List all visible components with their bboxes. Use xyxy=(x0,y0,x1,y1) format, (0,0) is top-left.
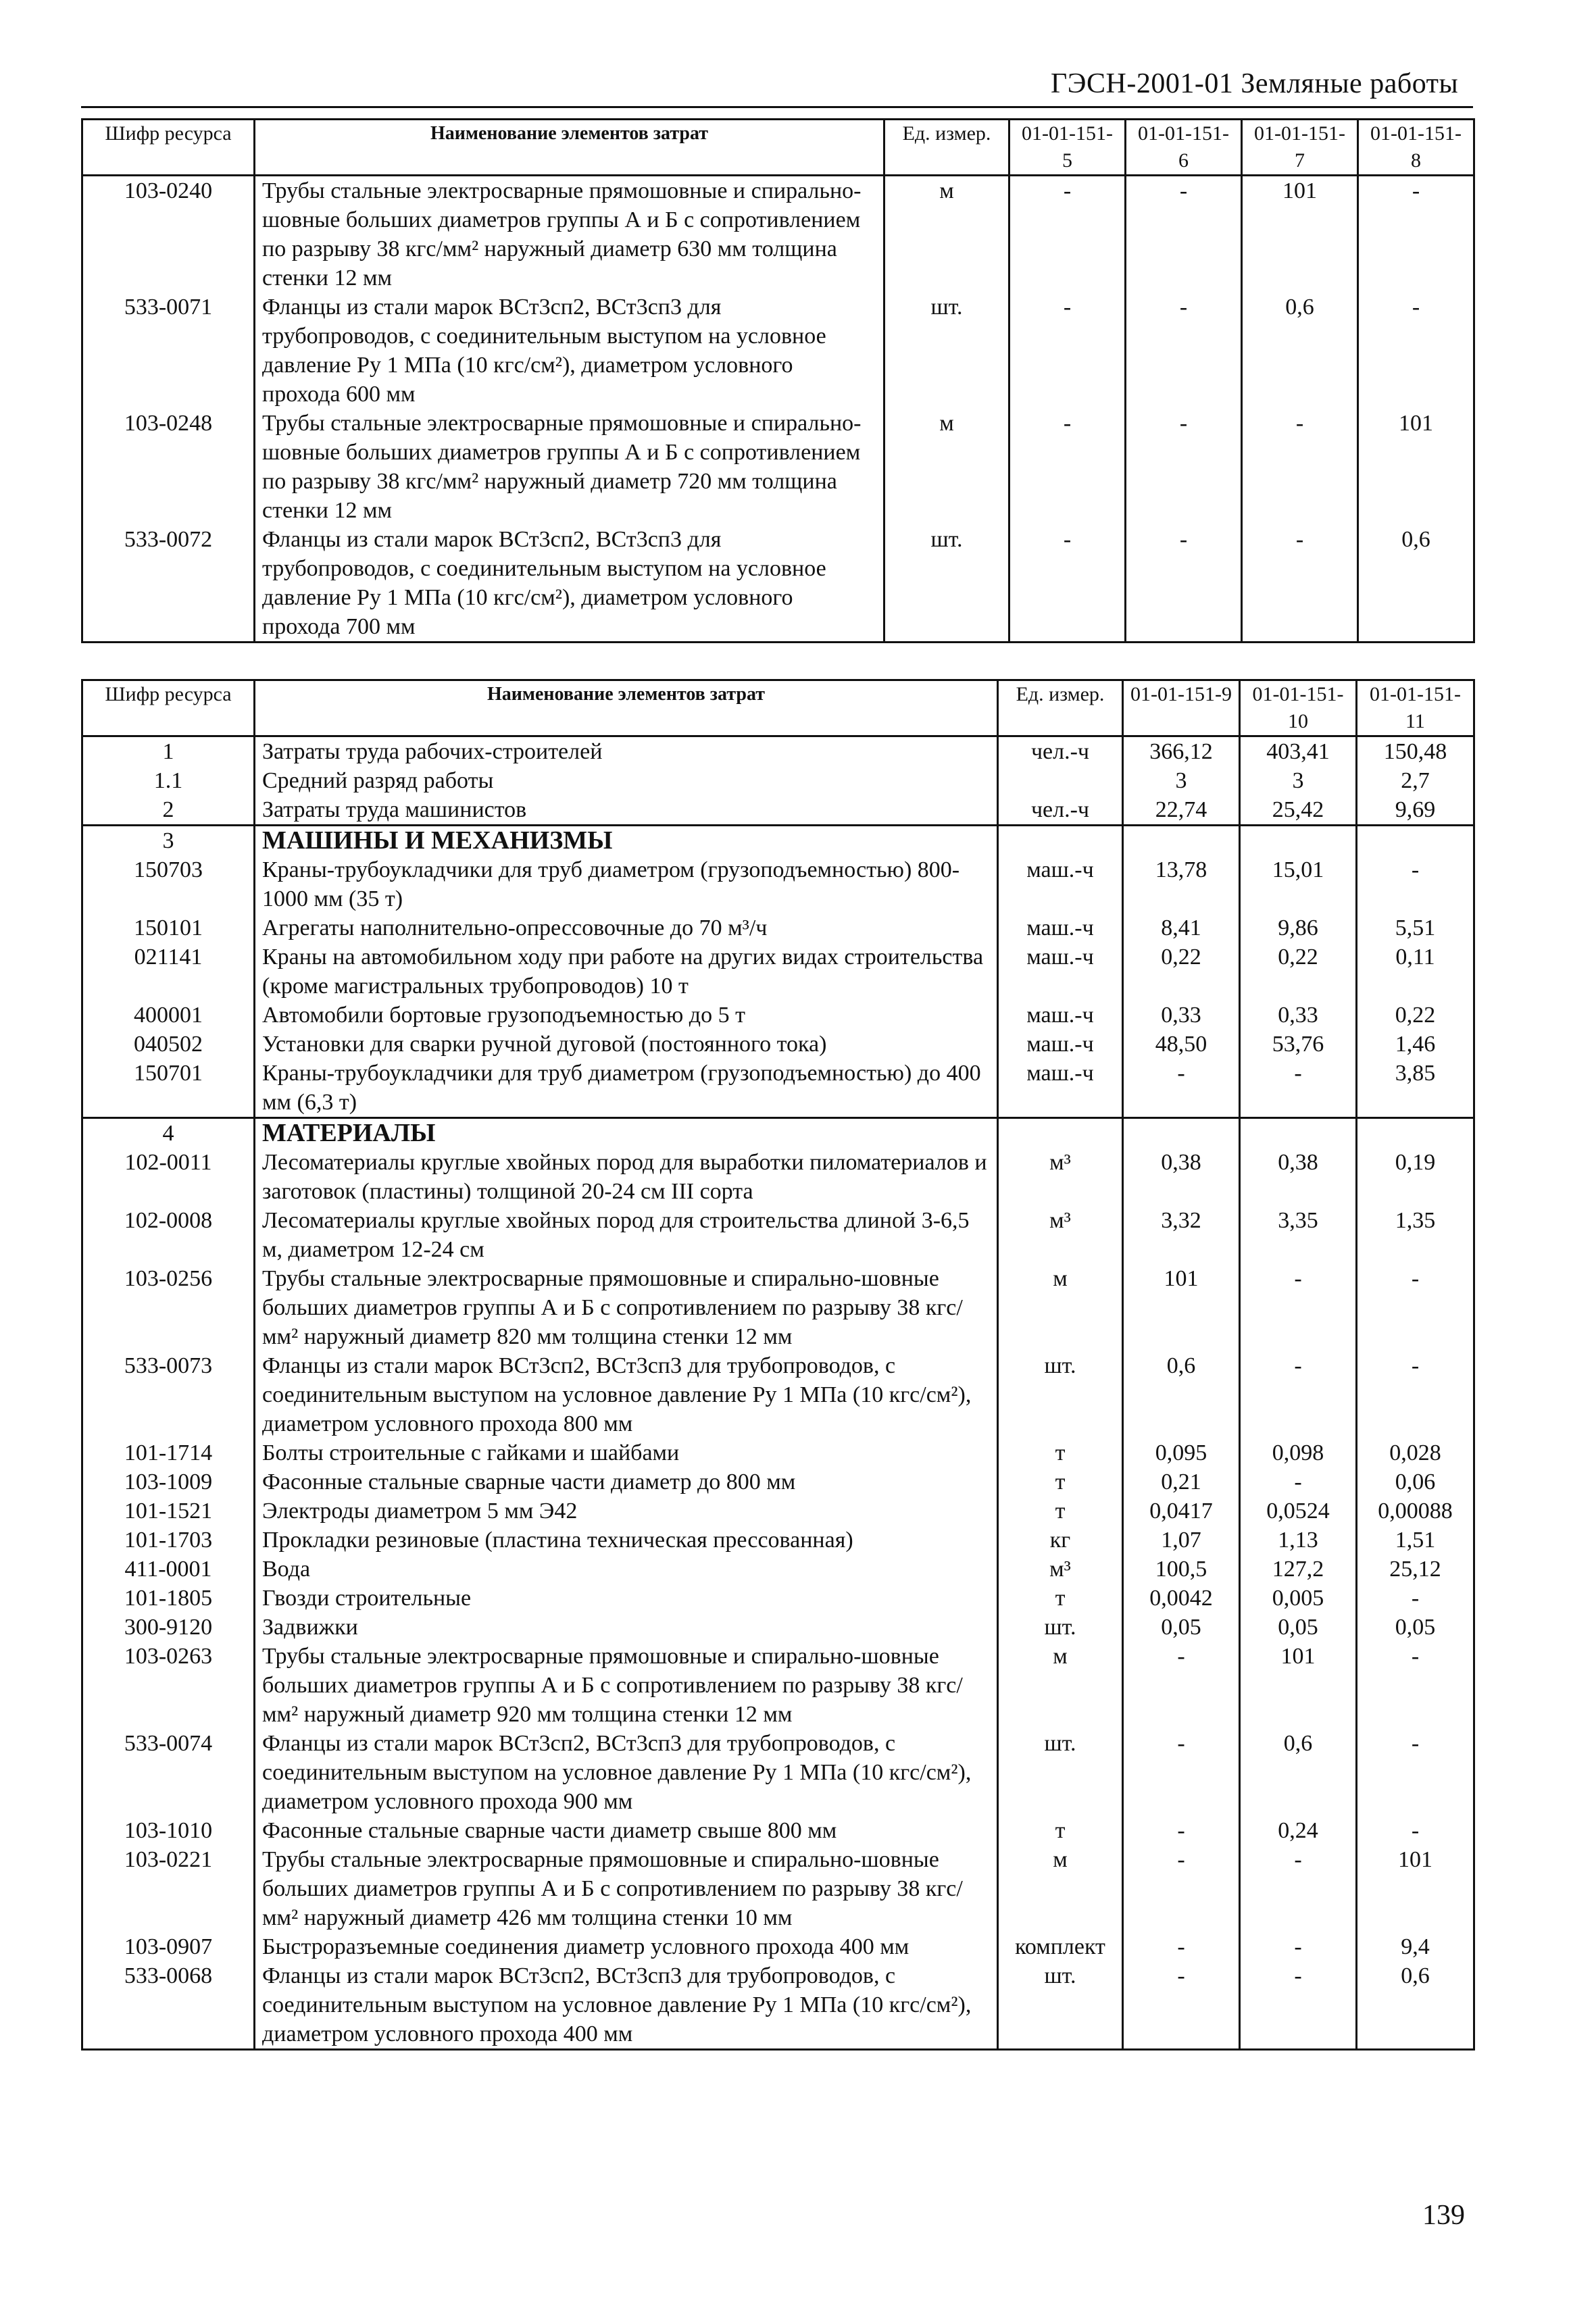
table-row xyxy=(82,1148,1474,1206)
value-cell: - xyxy=(1358,293,1474,409)
resource-code: 040502 xyxy=(82,1030,255,1059)
section-title: МАТЕРИАЛЫ xyxy=(255,1118,998,1149)
resource-code: 103-0907 xyxy=(82,1932,255,1961)
value-cell: 22,74 xyxy=(1123,795,1240,826)
value-cell: 0,22 xyxy=(1357,1001,1474,1030)
value-cell: 0,6 xyxy=(1242,293,1358,409)
section-row xyxy=(82,826,1474,856)
value-cell: 0,05 xyxy=(1123,1613,1240,1642)
resource-name: Фланцы из стали марок ВСт3сп2, ВСт3сп3 для трубопроводов, с соединительным выступом на условное давление Ру 1 МПа (10 кгс/см²), диаметром условного прохода 400 мм xyxy=(255,1961,998,2050)
unit-cell: т xyxy=(998,1584,1123,1613)
value-cell: 0,06 xyxy=(1357,1467,1474,1496)
resource-code: 102-0011 xyxy=(82,1148,255,1206)
unit-cell: м³ xyxy=(998,1148,1123,1206)
value-cell: 0,11 xyxy=(1357,942,1474,1001)
resource-name: Агрегаты наполнительно-опрессовочные до 70 м³/ч xyxy=(255,913,998,942)
table-row xyxy=(82,795,1474,826)
value-cell: 150,48 xyxy=(1357,736,1474,767)
value-cell: 3,85 xyxy=(1357,1059,1474,1118)
resource-code: 533-0073 xyxy=(82,1351,255,1438)
unit-cell: м³ xyxy=(998,1555,1123,1584)
col-header-norm: 01-01-151-8 xyxy=(1358,120,1474,176)
value-cell: - xyxy=(1009,176,1126,293)
resource-code: 300-9120 xyxy=(82,1613,255,1642)
value-cell: 101 xyxy=(1358,409,1474,525)
value-cell: - xyxy=(1242,525,1358,643)
resource-code: 2 xyxy=(82,795,255,826)
value-cell: 101 xyxy=(1123,1264,1240,1351)
unit-cell: маш.-ч xyxy=(998,1030,1123,1059)
table-row xyxy=(82,176,1474,293)
value-cell: - xyxy=(1123,1059,1240,1118)
value-cell xyxy=(1357,826,1474,856)
value-cell: 5,51 xyxy=(1357,913,1474,942)
value-cell: 0,33 xyxy=(1123,1001,1240,1030)
unit-cell: маш.-ч xyxy=(998,855,1123,913)
value-cell: - xyxy=(1009,293,1126,409)
value-cell: 0,19 xyxy=(1357,1148,1474,1206)
value-cell: 8,41 xyxy=(1123,913,1240,942)
value-cell: - xyxy=(1123,1961,1240,2050)
value-cell: - xyxy=(1123,1845,1240,1932)
value-cell: - xyxy=(1126,293,1242,409)
value-cell: - xyxy=(1357,855,1474,913)
resource-name: Фланцы из стали марок ВСт3сп2, ВСт3сп3 для трубопроводов, с соединительным выступом на условное давление Ру 1 МПа (10 кгс/см²), диаметром условного прохода 900 мм xyxy=(255,1729,998,1816)
value-cell: - xyxy=(1357,1816,1474,1845)
value-cell: - xyxy=(1126,525,1242,643)
table-row xyxy=(82,1264,1474,1351)
col-header-norm: 01-01-151-11 xyxy=(1357,680,1474,736)
resource-name: Лесоматериалы круглые хвойных пород для строительства длиной 3-6,5 м, диаметром 12-24 см xyxy=(255,1206,998,1264)
resource-code: 103-1009 xyxy=(82,1467,255,1496)
value-cell: 0,33 xyxy=(1240,1001,1357,1030)
resource-name: Трубы стальные электросварные прямошовные и спирально-шовные больших диаметров группы А и Б с сопротивлением по разрыву 38 кгс/мм² наружный диаметр 920 мм толщина стенки 12 мм xyxy=(255,1642,998,1729)
value-cell: 3 xyxy=(1240,766,1357,795)
table-row xyxy=(82,1206,1474,1264)
col-header-norm: 01-01-151-5 xyxy=(1009,120,1126,176)
resource-name: Средний разряд работы xyxy=(255,766,998,795)
value-cell: - xyxy=(1242,409,1358,525)
value-cell: 127,2 xyxy=(1240,1555,1357,1584)
table-row xyxy=(82,1961,1474,2050)
value-cell: 0,6 xyxy=(1240,1729,1357,1816)
col-header-norm: 01-01-151-10 xyxy=(1240,680,1357,736)
table-row xyxy=(82,1845,1474,1932)
table-row xyxy=(82,766,1474,795)
unit-cell: м xyxy=(884,409,1009,525)
value-cell: 0,00088 xyxy=(1357,1496,1474,1526)
col-header-norm: 01-01-151-9 xyxy=(1123,680,1240,736)
section-title: МАШИНЫ И МЕХАНИЗМЫ xyxy=(255,826,998,856)
unit-cell: маш.-ч xyxy=(998,1001,1123,1030)
value-cell: 3 xyxy=(1123,766,1240,795)
value-cell: 0,6 xyxy=(1123,1351,1240,1438)
table-row xyxy=(82,1729,1474,1816)
value-cell: - xyxy=(1123,1642,1240,1729)
resource-table-1 xyxy=(81,118,1475,643)
resource-name: Фланцы из стали марок ВСт3сп2, ВСт3сп3 для трубопроводов, с соединительным выступом на условное давление Ру 1 МПа (10 кгс/см²), диаметром условного прохода 800 мм xyxy=(255,1351,998,1438)
table-row xyxy=(82,1001,1474,1030)
value-cell: 25,12 xyxy=(1357,1555,1474,1584)
value-cell: 2,7 xyxy=(1357,766,1474,795)
unit-cell: м xyxy=(998,1845,1123,1932)
resource-name: Лесоматериалы круглые хвойных пород для выработки пиломатериалов и заготовок (пластины) толщиной 20-24 см III сорта xyxy=(255,1148,998,1206)
table-row xyxy=(82,913,1474,942)
value-cell: 1,46 xyxy=(1357,1030,1474,1059)
table-row xyxy=(82,1351,1474,1438)
resource-name: Затраты труда рабочих-строителей xyxy=(255,736,998,767)
value-cell: 0,05 xyxy=(1240,1613,1357,1642)
resource-name: Вода xyxy=(255,1555,998,1584)
resource-code: 101-1805 xyxy=(82,1584,255,1613)
unit-cell: шт. xyxy=(884,525,1009,643)
unit-cell xyxy=(998,1118,1123,1149)
table-row xyxy=(82,525,1474,643)
value-cell: - xyxy=(1009,525,1126,643)
resource-code: 533-0068 xyxy=(82,1961,255,2050)
unit-cell: чел.-ч xyxy=(998,795,1123,826)
value-cell: 3,32 xyxy=(1123,1206,1240,1264)
value-cell: - xyxy=(1358,176,1474,293)
resource-code: 103-0240 xyxy=(82,176,255,293)
unit-cell: т xyxy=(998,1496,1123,1526)
value-cell: 0,22 xyxy=(1240,942,1357,1001)
resource-name: Трубы стальные электросварные прямошовные и спирально-шовные больших диаметров группы А и Б с сопротивлением по разрыву 38 кгс/мм² наружный диаметр 426 мм толщина стенки 10 мм xyxy=(255,1845,998,1932)
resource-name: Болты строительные с гайками и шайбами xyxy=(255,1438,998,1467)
unit-cell: т xyxy=(998,1438,1123,1467)
col-header-code: Шифр ресурса xyxy=(82,120,255,176)
value-cell: - xyxy=(1240,1264,1357,1351)
value-cell: 101 xyxy=(1242,176,1358,293)
resource-name: Трубы стальные электросварные прямошовные и спирально-шовные больших диаметров группы А и Б с сопротивлением по разрыву 38 кгс/мм² наружный диаметр 820 мм толщина стенки 12 мм xyxy=(255,1264,998,1351)
header-rule xyxy=(81,106,1473,108)
value-cell: - xyxy=(1357,1584,1474,1613)
value-cell: - xyxy=(1357,1351,1474,1438)
value-cell: - xyxy=(1357,1729,1474,1816)
value-cell: 0,24 xyxy=(1240,1816,1357,1845)
value-cell: 0,098 xyxy=(1240,1438,1357,1467)
resource-code: 150701 xyxy=(82,1059,255,1118)
unit-cell: шт. xyxy=(998,1351,1123,1438)
value-cell: - xyxy=(1123,1729,1240,1816)
table-row xyxy=(82,1584,1474,1613)
unit-cell: шт. xyxy=(998,1961,1123,2050)
value-cell: 403,41 xyxy=(1240,736,1357,767)
resource-name: Краны-трубоукладчики для труб диаметром (грузоподъемностью) 800-1000 мм (35 т) xyxy=(255,855,998,913)
table-row xyxy=(82,1613,1474,1642)
value-cell: 0,005 xyxy=(1240,1584,1357,1613)
table-row xyxy=(82,1642,1474,1729)
value-cell: 0,21 xyxy=(1123,1467,1240,1496)
resource-code: 021141 xyxy=(82,942,255,1001)
resource-name: Краны на автомобильном ходу при работе на других видах строительства (кроме магистральных трубопроводов) 10 т xyxy=(255,942,998,1001)
value-cell: 1,13 xyxy=(1240,1526,1357,1555)
table-row xyxy=(82,736,1474,767)
value-cell: - xyxy=(1123,1816,1240,1845)
resource-code: 3 xyxy=(82,826,255,856)
resource-code: 103-0221 xyxy=(82,1845,255,1932)
page-number: 139 xyxy=(1422,2200,1465,2231)
unit-cell: маш.-ч xyxy=(998,913,1123,942)
resource-name: Затраты труда машинистов xyxy=(255,795,998,826)
resource-code: 101-1703 xyxy=(82,1526,255,1555)
col-header-unit: Ед. измер. xyxy=(998,680,1123,736)
value-cell: 0,0042 xyxy=(1123,1584,1240,1613)
value-cell: - xyxy=(1240,1059,1357,1118)
resource-code: 150703 xyxy=(82,855,255,913)
table-row xyxy=(82,855,1474,913)
col-header-norm: 01-01-151-6 xyxy=(1126,120,1242,176)
value-cell: 15,01 xyxy=(1240,855,1357,913)
resource-code: 150101 xyxy=(82,913,255,942)
value-cell: 0,38 xyxy=(1240,1148,1357,1206)
resource-name: Фланцы из стали марок ВСт3сп2, ВСт3сп3 для трубопроводов, с соединительным выступом на условное давление Ру 1 МПа (10 кгс/см²), диаметром условного прохода 600 мм xyxy=(255,293,884,409)
value-cell: 0,0524 xyxy=(1240,1496,1357,1526)
resource-code: 533-0074 xyxy=(82,1729,255,1816)
col-header-code: Шифр ресурса xyxy=(82,680,255,736)
value-cell: 0,38 xyxy=(1123,1148,1240,1206)
table-row xyxy=(82,1030,1474,1059)
resource-code: 1 xyxy=(82,736,255,767)
value-cell: 53,76 xyxy=(1240,1030,1357,1059)
table-row xyxy=(82,1816,1474,1845)
table-row xyxy=(82,1496,1474,1526)
unit-cell: м xyxy=(998,1264,1123,1351)
resource-name: Фасонные стальные сварные части диаметр до 800 мм xyxy=(255,1467,998,1496)
unit-cell xyxy=(998,766,1123,795)
value-cell xyxy=(1357,1118,1474,1149)
unit-cell: комплект xyxy=(998,1932,1123,1961)
table-row xyxy=(82,942,1474,1001)
unit-cell: шт. xyxy=(998,1729,1123,1816)
value-cell: - xyxy=(1240,1351,1357,1438)
resource-code: 1.1 xyxy=(82,766,255,795)
value-cell: 0,028 xyxy=(1357,1438,1474,1467)
resource-table-2 xyxy=(81,679,1475,2051)
table-row xyxy=(82,1555,1474,1584)
value-cell xyxy=(1123,1118,1240,1149)
resource-name: Трубы стальные электросварные прямошовные и спирально-шовные больших диаметров группы А и Б с сопротивлением по разрыву 38 кгс/мм² наружный диаметр 630 мм толщина стенки 12 мм xyxy=(255,176,884,293)
value-cell: 0,22 xyxy=(1123,942,1240,1001)
resource-name: Краны-трубоукладчики для труб диаметром (грузоподъемностью) до 400 мм (6,3 т) xyxy=(255,1059,998,1118)
value-cell: - xyxy=(1123,1932,1240,1961)
col-header-name: Наименование элементов затрат xyxy=(255,120,884,176)
resource-name: Трубы стальные электросварные прямошовные и спирально-шовные больших диаметров группы А и Б с сопротивлением по разрыву 38 кгс/мм² наружный диаметр 720 мм толщина стенки 12 мм xyxy=(255,409,884,525)
resource-code: 400001 xyxy=(82,1001,255,1030)
value-cell: 1,07 xyxy=(1123,1526,1240,1555)
resource-code: 102-0008 xyxy=(82,1206,255,1264)
unit-cell: маш.-ч xyxy=(998,942,1123,1001)
resource-code: 533-0072 xyxy=(82,525,255,643)
value-cell: 0,0417 xyxy=(1123,1496,1240,1526)
resource-name: Прокладки резиновые (пластина техническая прессованная) xyxy=(255,1526,998,1555)
unit-cell: т xyxy=(998,1467,1123,1496)
value-cell: 0,095 xyxy=(1123,1438,1240,1467)
resource-name: Электроды диаметром 5 мм Э42 xyxy=(255,1496,998,1526)
page-header: ГЭСН-2001-01 Земляные работы xyxy=(1051,68,1459,99)
value-cell: 9,86 xyxy=(1240,913,1357,942)
value-cell: 9,4 xyxy=(1357,1932,1474,1961)
table-header-row xyxy=(82,120,1474,176)
value-cell: 101 xyxy=(1357,1845,1474,1932)
value-cell: 1,35 xyxy=(1357,1206,1474,1264)
resource-name: Фасонные стальные сварные части диаметр свыше 800 мм xyxy=(255,1816,998,1845)
value-cell: 0,6 xyxy=(1357,1961,1474,2050)
resource-code: 103-0263 xyxy=(82,1642,255,1729)
value-cell xyxy=(1240,1118,1357,1149)
resource-code: 103-0256 xyxy=(82,1264,255,1351)
unit-cell xyxy=(998,826,1123,856)
col-header-norm: 01-01-151-7 xyxy=(1242,120,1358,176)
value-cell: 3,35 xyxy=(1240,1206,1357,1264)
value-cell: 100,5 xyxy=(1123,1555,1240,1584)
unit-cell: кг xyxy=(998,1526,1123,1555)
value-cell xyxy=(1240,826,1357,856)
value-cell: 1,51 xyxy=(1357,1526,1474,1555)
resource-name: Установки для сварки ручной дуговой (постоянного тока) xyxy=(255,1030,998,1059)
value-cell: 0,05 xyxy=(1357,1613,1474,1642)
resource-name: Фланцы из стали марок ВСт3сп2, ВСт3сп3 для трубопроводов, с соединительным выступом на условное давление Ру 1 МПа (10 кгс/см²), диаметром условного прохода 700 мм xyxy=(255,525,884,643)
col-header-unit: Ед. измер. xyxy=(884,120,1009,176)
value-cell: 48,50 xyxy=(1123,1030,1240,1059)
table-row xyxy=(82,1526,1474,1555)
unit-cell: т xyxy=(998,1816,1123,1845)
value-cell: - xyxy=(1009,409,1126,525)
value-cell: - xyxy=(1126,409,1242,525)
table-row xyxy=(82,409,1474,525)
table-row xyxy=(82,1438,1474,1467)
resource-code: 101-1521 xyxy=(82,1496,255,1526)
value-cell: - xyxy=(1357,1642,1474,1729)
table-header-row xyxy=(82,680,1474,736)
table-row xyxy=(82,1467,1474,1496)
resource-name: Задвижки xyxy=(255,1613,998,1642)
unit-cell: м xyxy=(884,176,1009,293)
resource-code: 103-0248 xyxy=(82,409,255,525)
unit-cell: м xyxy=(998,1642,1123,1729)
value-cell: 0,6 xyxy=(1358,525,1474,643)
resource-code: 101-1714 xyxy=(82,1438,255,1467)
resource-code: 4 xyxy=(82,1118,255,1149)
unit-cell: чел.-ч xyxy=(998,736,1123,767)
table-row xyxy=(82,1932,1474,1961)
resource-name: Быстроразъемные соединения диаметр условного прохода 400 мм xyxy=(255,1932,998,1961)
unit-cell: шт. xyxy=(884,293,1009,409)
unit-cell: м³ xyxy=(998,1206,1123,1264)
value-cell: - xyxy=(1240,1961,1357,2050)
resource-name: Гвозди строительные xyxy=(255,1584,998,1613)
value-cell: 101 xyxy=(1240,1642,1357,1729)
value-cell: - xyxy=(1126,176,1242,293)
resource-code: 411-0001 xyxy=(82,1555,255,1584)
col-header-name: Наименование элементов затрат xyxy=(255,680,998,736)
value-cell: 13,78 xyxy=(1123,855,1240,913)
unit-cell: шт. xyxy=(998,1613,1123,1642)
value-cell: - xyxy=(1357,1264,1474,1351)
value-cell: 366,12 xyxy=(1123,736,1240,767)
table-row xyxy=(82,1059,1474,1118)
value-cell: 25,42 xyxy=(1240,795,1357,826)
resource-name: Автомобили бортовые грузоподъемностью до 5 т xyxy=(255,1001,998,1030)
value-cell: - xyxy=(1240,1845,1357,1932)
resource-code: 533-0071 xyxy=(82,293,255,409)
section-row xyxy=(82,1118,1474,1149)
unit-cell: маш.-ч xyxy=(998,1059,1123,1118)
value-cell xyxy=(1123,826,1240,856)
value-cell: - xyxy=(1240,1467,1357,1496)
value-cell: 9,69 xyxy=(1357,795,1474,826)
value-cell: - xyxy=(1240,1932,1357,1961)
resource-code: 103-1010 xyxy=(82,1816,255,1845)
table-row xyxy=(82,293,1474,409)
